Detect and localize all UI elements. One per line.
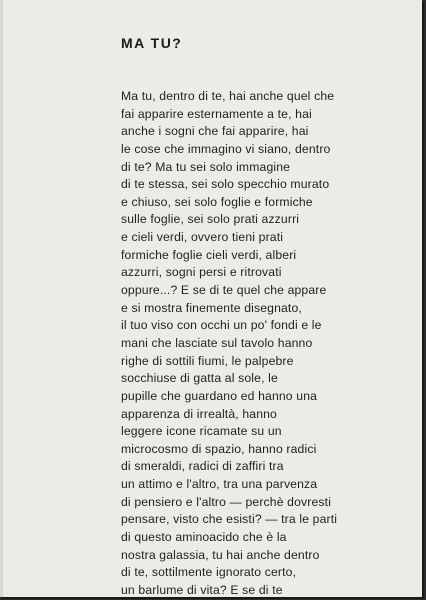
poem-line: un attimo e l'altro, tra una parvenza [121,477,318,492]
poem-line: oppure...? E se di te quel che appare [121,283,327,298]
poem-line: righe di sottili fiumi, le palpebre [121,353,294,368]
poem-line: nostra galassia, tu hai anche dentro [121,547,320,562]
poem-line: socchiuse di gatta al sole, le [121,371,278,386]
poem-line: sulle foglie, sei solo prati azzurri [121,212,300,227]
poem-line: formiche foglie cieli verdi, alberi [121,247,297,262]
poem-line: di pensiero e l'altro — perchè dovresti [121,494,332,509]
poem-line: apparenza di irrealtà, hanno [121,406,277,421]
poem-line: fai apparire esternamente a te, hai [121,106,312,121]
poem-line: microcosmo di spazio, hanno radici [121,441,317,456]
poem-line: di te stessa, sei solo specchio murato [121,177,330,192]
poem-title: MA TU? [121,35,183,51]
poem-line: pensare, visto che esisti? — tra le parti [121,512,338,527]
poem-line: pupille che guardano ed hanno una [121,388,318,403]
poem-line: azzurri, sogni persi e ritrovati [121,265,282,280]
poem-line: il tuo viso con occhi un po' fondi e le [121,318,322,333]
poem-line: Ma tu, dentro di te, hai anche quel che [121,89,335,103]
poem-line: di smeraldi, radici di zaffiri tra [121,459,284,474]
poem-line: leggere icone ricamate su un [121,424,282,439]
page-edge [0,0,3,597]
poem-line: mani che lasciate sul tavolo hanno [121,335,313,350]
poem-line: anche i sogni che fai apparire, hai [121,124,309,139]
poem-body [121,88,371,600]
poem-line: e chiuso, sei solo foglie e formiche [121,194,313,209]
poem-line: di te? Ma tu sei solo immagine [121,159,291,174]
poem-line: e cieli verdi, ovvero tieni prati [121,230,284,245]
poem-line: di te, sottilmente ignorato certo, [121,565,297,580]
poem-line: e si mostra finemente disegnato, [121,300,302,315]
poem-line: un barlume di vita? E se di te [121,582,283,597]
poem-line: le cose che immagino vi siano, dentro [121,141,331,156]
poem-line: di questo aminoacido che è la [121,530,287,545]
